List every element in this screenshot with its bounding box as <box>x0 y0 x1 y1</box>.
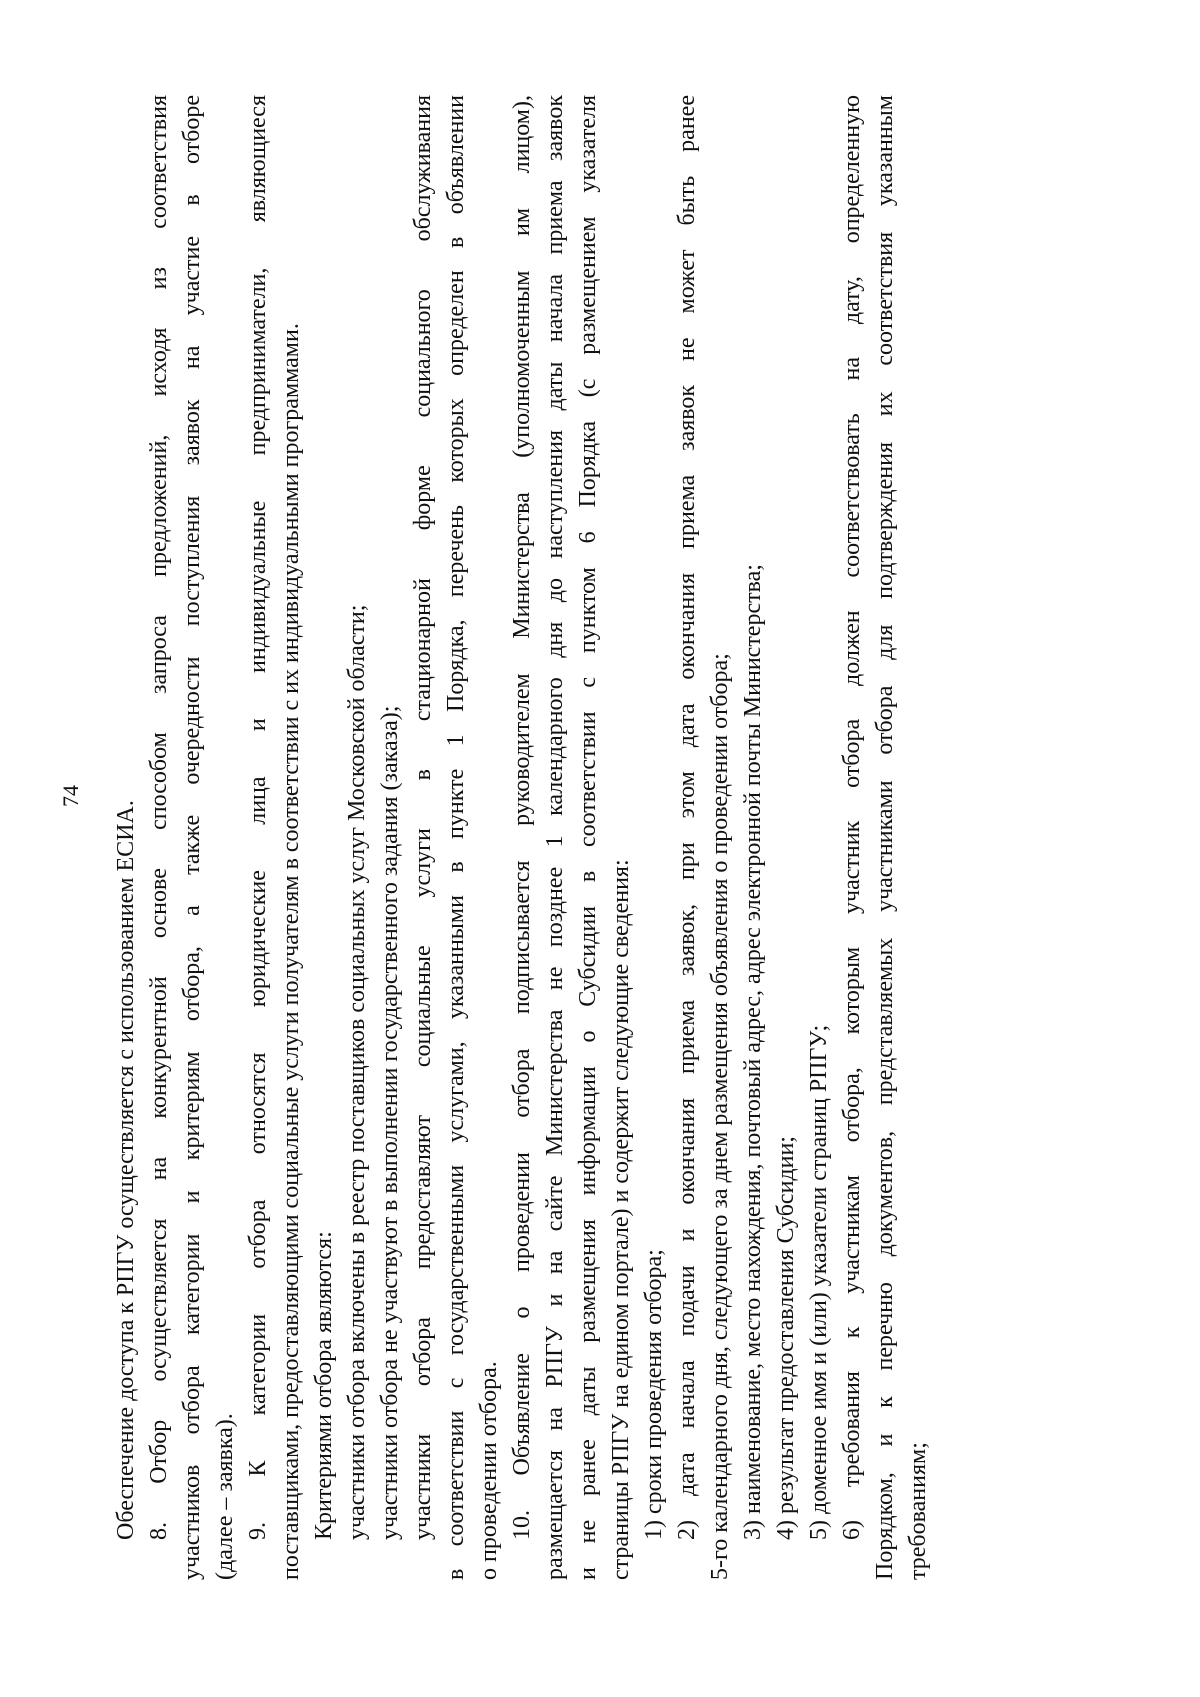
text-line: 9. К категории отбора относятся юридические лица и индивидуальные предприниматели, являющиеся <box>245 95 271 1540</box>
text-line: в соответствии с государственными услугами, указанными в пункте 1 Порядка, перечень которых определен в объявлении <box>443 95 469 1580</box>
text-line: Критериями отбора являются: <box>311 1231 337 1540</box>
text-line: требованиям; <box>905 1442 931 1580</box>
text-line: 5) доменное имя и (или) указатели страниц РПГУ; <box>806 1024 832 1540</box>
text-line: и не ранее даты размещения информации о Субсидии в соответствии с пунктом 6 Порядка (с размещением указателя <box>575 95 601 1580</box>
text-line: 5-го календарного дня, следующего за днем размещения объявления о проведении отбора; <box>707 653 733 1580</box>
text-line: размещается на РПГУ и на сайте Министерства не позднее 1 календарного дня до наступления даты начала приема заявок <box>542 95 568 1580</box>
text-line: 2) дата начала подачи и окончания приема заявок, при этом дата окончания приема заявок не может быть ранее <box>674 95 700 1540</box>
text-line: 3) наименование, место нахождения, почтовый адрес, адрес электронной почты Министерства; <box>740 564 766 1540</box>
text-line: 8. Отбор осуществляется на конкурентной основе способом запроса предложений, исходя из соответствия <box>146 95 172 1540</box>
page-number: 74 <box>58 785 83 807</box>
text-line: страницы РПГУ на едином портале) и содержит следующие сведения: <box>608 859 634 1580</box>
text-line: Порядком, и к перечню документов, представляемых участниками отбора для подтверждения их соответствия указанным <box>872 95 898 1580</box>
text-line: 10. Объявление о проведении отбора подписывается руководителем Министерства (уполномоченным им лицом), <box>509 95 535 1540</box>
text-line: участники отбора включены в реестр поставщиков социальных услуг Московской области; <box>344 604 370 1540</box>
text-line: участники отбора не участвуют в выполнении государственного задания (заказа); <box>377 705 403 1540</box>
text-line: 4) результат предоставления Субсидии; <box>773 1136 799 1540</box>
text-line: 1) сроки проведения отбора; <box>641 1249 667 1540</box>
text-line: 6) требования к участникам отбора, которым участник отбора должен соответствовать на дату, определенную <box>839 95 865 1540</box>
document-body <box>110 95 935 1580</box>
text-line: Обеспечение доступа к РПГУ осуществляется с использованием ЕСИА. <box>113 800 139 1540</box>
text-line: поставщиками, предоставляющими социальные услуги получателям в соответствии с их индивидуальными программами. <box>278 323 304 1580</box>
text-line: (далее – заявка). <box>212 1413 238 1580</box>
text-line: участники отбора предоставляют социальные услуги в стационарной форме социального обслуживания <box>410 95 436 1540</box>
text-line: о проведении отбора. <box>476 1361 502 1580</box>
text-line: участников отбора категории и критериям отбора, а также очередности поступления заявок на участие в отборе <box>179 95 205 1580</box>
